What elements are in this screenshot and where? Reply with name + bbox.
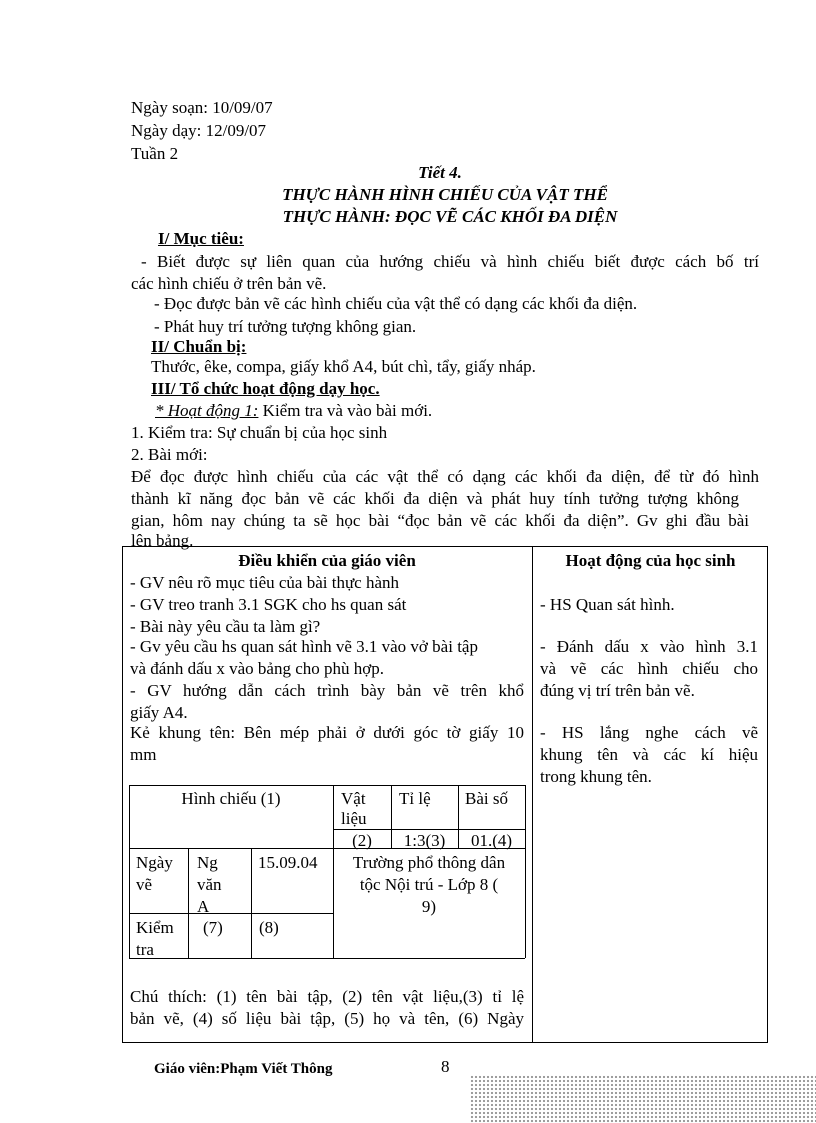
objective-1-line-2: các hình chiếu ở trên bản vẽ. <box>131 274 327 293</box>
student-line-2b: và vẽ các hình chiếu cho <box>540 659 758 678</box>
table-column-divider <box>532 546 533 1043</box>
teacher-line-4: - Gv yêu cầu hs quan sát hình vẽ 3.1 vào vở bài tập <box>130 637 478 656</box>
tb-truong-2: tộc Nội trú - Lớp 8 ( <box>359 875 499 894</box>
intro-line-3: gian, hôm nay chúng ta sẽ học bài “đọc bản vẽ các khối đa diện”. Gv ghi đầu bài <box>131 511 749 530</box>
teacher-line-8: Kẻ khung tên: Bên mép phải ở dưới góc tờ giấy 10 <box>130 723 524 742</box>
tb-ti-le: Tỉ lệ <box>399 789 431 808</box>
tb-vat-lieu-1: Vật <box>341 789 366 808</box>
teacher-line-6: - GV hướng dẫn cách trình bày bản vẽ trên khổ <box>130 681 524 700</box>
tb-truong-3: 9) <box>421 897 437 916</box>
activity-1-text: Kiểm tra và vào bài mới. <box>258 401 433 420</box>
student-line-2c: đúng vị trí trên bản vẽ. <box>540 681 695 700</box>
tb-ng-1: Ng <box>197 853 218 872</box>
student-line-3a: - HS lắng nghe cách vẽ <box>540 723 758 742</box>
ngay-day: Ngày dạy: 12/09/07 <box>131 121 267 140</box>
section-1-heading: I/ Mục tiêu: <box>158 229 244 248</box>
tb-truong-1: Trường phổ thông dân <box>352 853 506 872</box>
student-line-3c: trong khung tên. <box>540 767 652 786</box>
dotted-corner-decoration <box>470 1075 816 1123</box>
teacher-line-7: giấy A4. <box>130 703 188 722</box>
intro-line-2: thành kĩ năng đọc bản vẽ các khối đa diện và phát huy tính tưởng tượng không <box>131 489 739 508</box>
objective-1-line-1: - Biết được sự liên quan của hướng chiếu và hình chiếu biết được cách bố trí <box>141 252 759 271</box>
student-line-1: - HS Quan sát hình. <box>540 595 675 614</box>
section-3-heading: III/ Tổ chức hoạt động dạy học. <box>151 379 380 398</box>
teacher-column-header: Điều khiển của giáo viên <box>238 551 416 570</box>
teacher-line-9: mm <box>130 745 157 764</box>
student-line-2a: - Đánh dấu x vào hình 3.1 <box>540 637 758 656</box>
page-number: 8 <box>441 1057 450 1076</box>
objective-2: - Đọc được bản vẽ các hình chiếu của vật thể có dạng các khối đa diện. <box>154 294 638 313</box>
tb-ng-2: văn <box>197 875 222 894</box>
tb-v3: 1:3(3) <box>403 831 446 850</box>
tb-bai-so: Bài số <box>465 789 508 808</box>
ngay-soan: Ngày soạn: 10/09/07 <box>131 98 273 117</box>
intro-line-4: lên bảng. <box>131 531 194 550</box>
preparation-text: Thước, êke, compa, giấy khổ A4, bút chì, tẩy, giấy nháp. <box>151 357 536 376</box>
section-2-heading: II/ Chuẩn bị: <box>151 337 247 356</box>
tuan: Tuần 2 <box>131 144 179 163</box>
tb-ngay-ve-1: Ngày <box>136 853 173 872</box>
tb-kiem-tra-1: Kiểm <box>136 918 174 937</box>
student-column-header: Hoạt động của học sinh <box>565 551 736 570</box>
teacher-line-3: - Bài này yêu cầu ta làm gì? <box>130 617 321 636</box>
note-line-2: bản vẽ, (4) số liệu bài tập, (5) họ và tên, (6) Ngày <box>130 1009 524 1028</box>
item-1: 1. Kiểm tra: Sự chuẩn bị của học sinh <box>131 423 388 442</box>
note-line-1: Chú thích: (1) tên bài tập, (2) tên vật liệu,(3) tỉ lệ <box>130 987 524 1006</box>
tb-vat-lieu-2: liệu <box>341 809 367 828</box>
footer-teacher: Giáo viên:Phạm Viết Thông <box>154 1061 333 1077</box>
intro-line-1: Để đọc được hình chiếu của các vật thể có dạng các khối đa diện, để từ đó hình <box>131 467 759 486</box>
teacher-line-2: - GV treo tranh 3.1 SGK cho hs quan sát <box>130 595 407 614</box>
objective-3: - Phát huy trí tưởng tượng không gian. <box>154 317 417 336</box>
tb-ng-3: A <box>197 897 210 916</box>
tb-hinh-chieu: Hình chiếu (1) <box>181 789 281 808</box>
title-line-1: THỰC HÀNH HÌNH CHIẾU CỦA VẬT THỂ <box>282 185 608 204</box>
teacher-line-5: và đánh dấu x vào bảng cho phù hợp. <box>130 659 385 678</box>
tb-ngay-ve-2: vẽ <box>136 875 153 894</box>
student-line-3b: khung tên và các kí hiệu <box>540 745 758 764</box>
tb-date: 15.09.04 <box>258 853 318 872</box>
tb-v7: (7) <box>203 918 223 937</box>
activity-1-label: * Hoạt động 1: <box>155 401 259 420</box>
tb-v4: 01.(4) <box>470 831 513 850</box>
activity-1 <box>155 400 432 422</box>
tiet-label: Tiết 4. <box>418 163 462 182</box>
teacher-line-1: - GV nêu rõ mục tiêu của bài thực hành <box>130 573 400 592</box>
tb-kiem-tra-2: tra <box>136 940 154 959</box>
tb-v8: (8) <box>259 918 279 937</box>
item-2: 2. Bài mới: <box>131 445 208 464</box>
tb-v2: (2) <box>352 831 372 850</box>
title-line-2: THỰC HÀNH: ĐỌC VẼ CÁC KHỐI ĐA DIỆN <box>282 207 618 226</box>
